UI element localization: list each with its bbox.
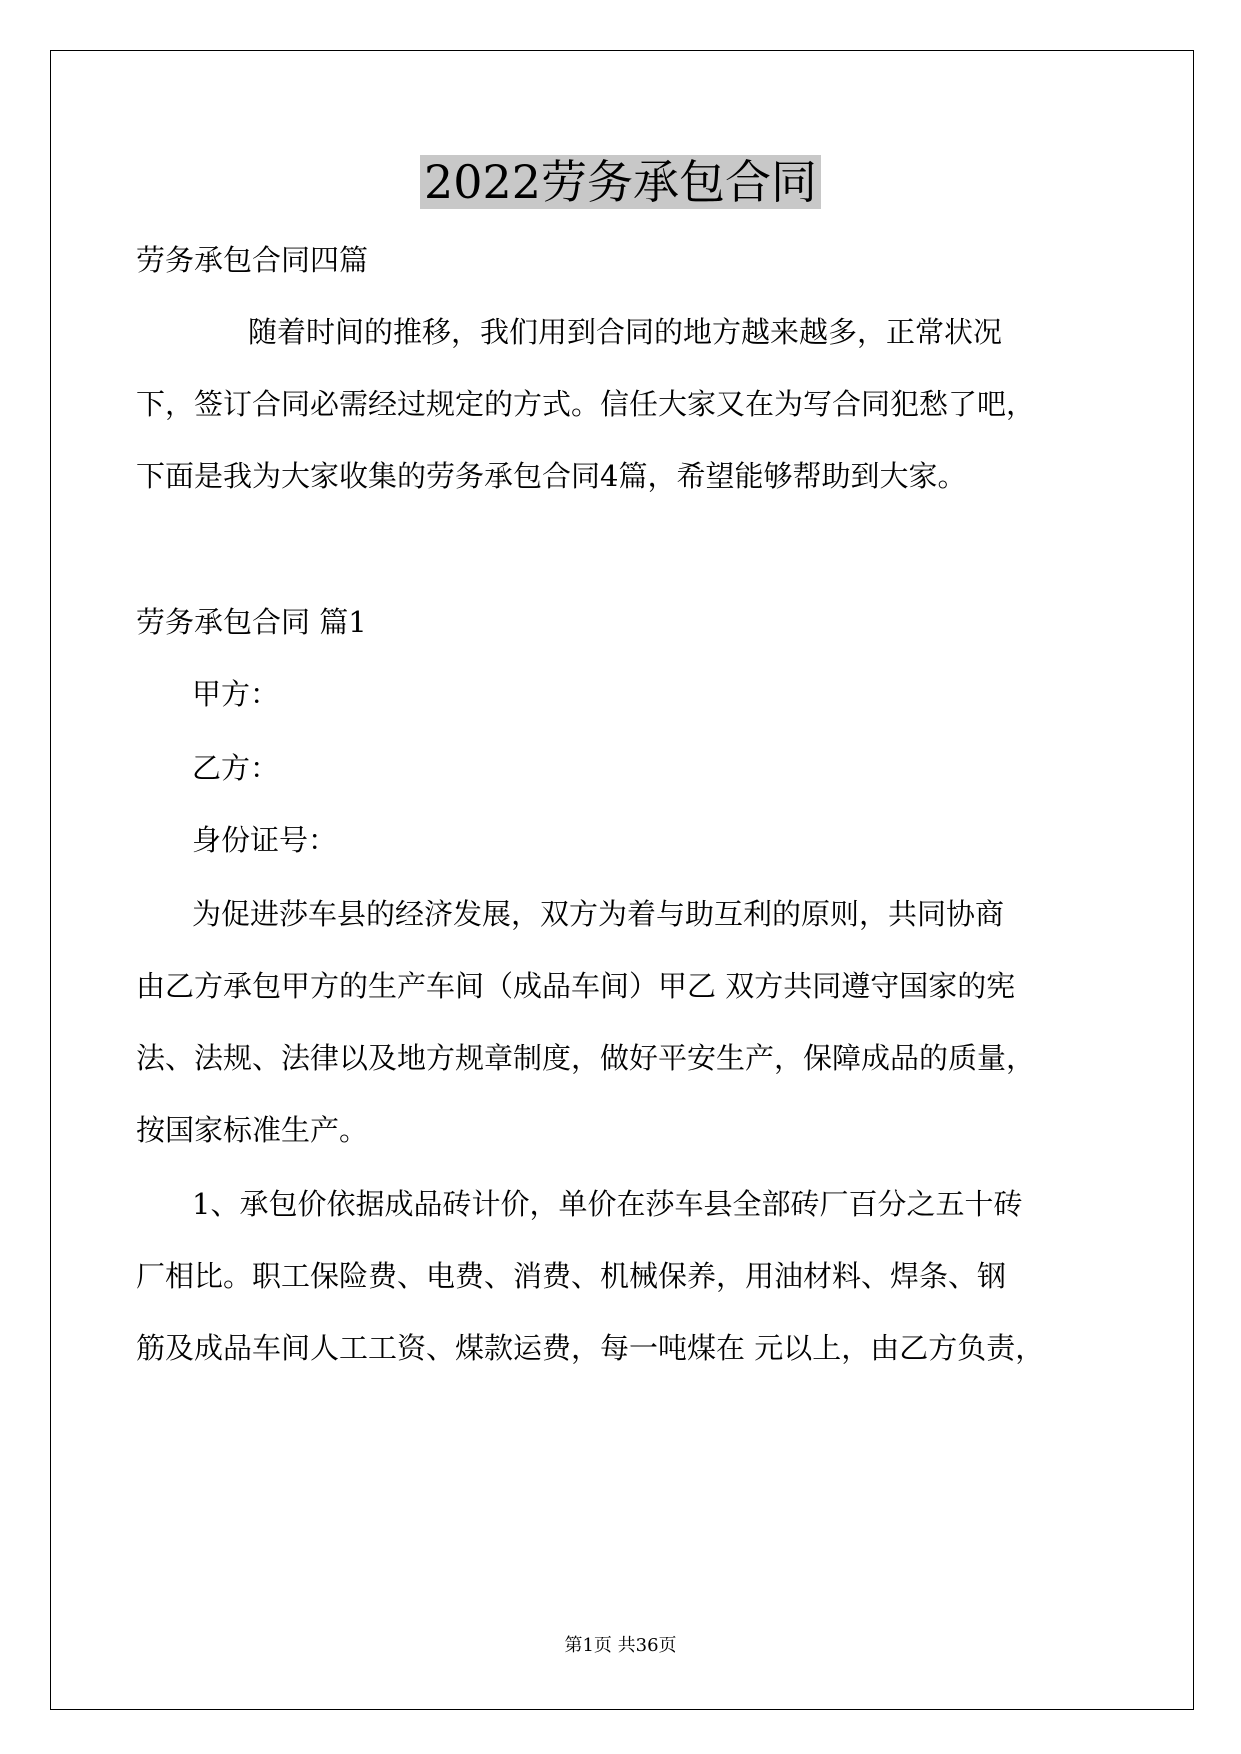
para1-line-1: 为促进莎车县的经济发展，双方为着与助互利的原则，共同协商 (192, 897, 1005, 931)
section-heading: 劳务承包合同 篇1 (136, 605, 367, 639)
intro-line-3: 下面是我为大家收集的劳务承包合同4篇，希望能够帮助到大家。 (136, 459, 967, 493)
page-number-footer: 第1页 共36页 (564, 1635, 677, 1656)
page-border (50, 50, 1194, 1710)
party-b-label: 乙方： (192, 751, 280, 785)
party-a-label: 甲方： (192, 677, 280, 711)
para1-line-4: 按国家标准生产。 (136, 1113, 369, 1147)
intro-line-2: 下，签订合同必需经过规定的方式。信任大家又在为写合同犯愁了吧， (136, 387, 1036, 421)
intro-line-1: 随着时间的推移，我们用到合同的地方越来越多，正常状况 (248, 315, 1003, 349)
para1-line-3: 法、法规、法律以及地方规章制度，做好平安生产，保障成品的质量， (136, 1041, 1036, 1075)
para1-line-2: 由乙方承包甲方的生产车间（成品车间）甲乙 双方共同遵守国家的宪 (136, 969, 1016, 1003)
para2-line-1: 1、承包价依据成品砖计价，单价在莎车县全部砖厂百分之五十砖 (192, 1187, 1023, 1221)
para2-line-2: 厂相比。职工保险费、电费、消费、机械保养，用油材料、焊条、钢 (136, 1259, 1007, 1293)
id-number-label: 身份证号： (192, 823, 338, 857)
document-subtitle: 劳务承包合同四篇 (136, 243, 369, 277)
document-title: 2022劳务承包合同 (0, 152, 1241, 212)
para2-line-3: 筋及成品车间人工工资、煤款运费，每一吨煤在 元以上，由乙方负责， (136, 1331, 1045, 1365)
